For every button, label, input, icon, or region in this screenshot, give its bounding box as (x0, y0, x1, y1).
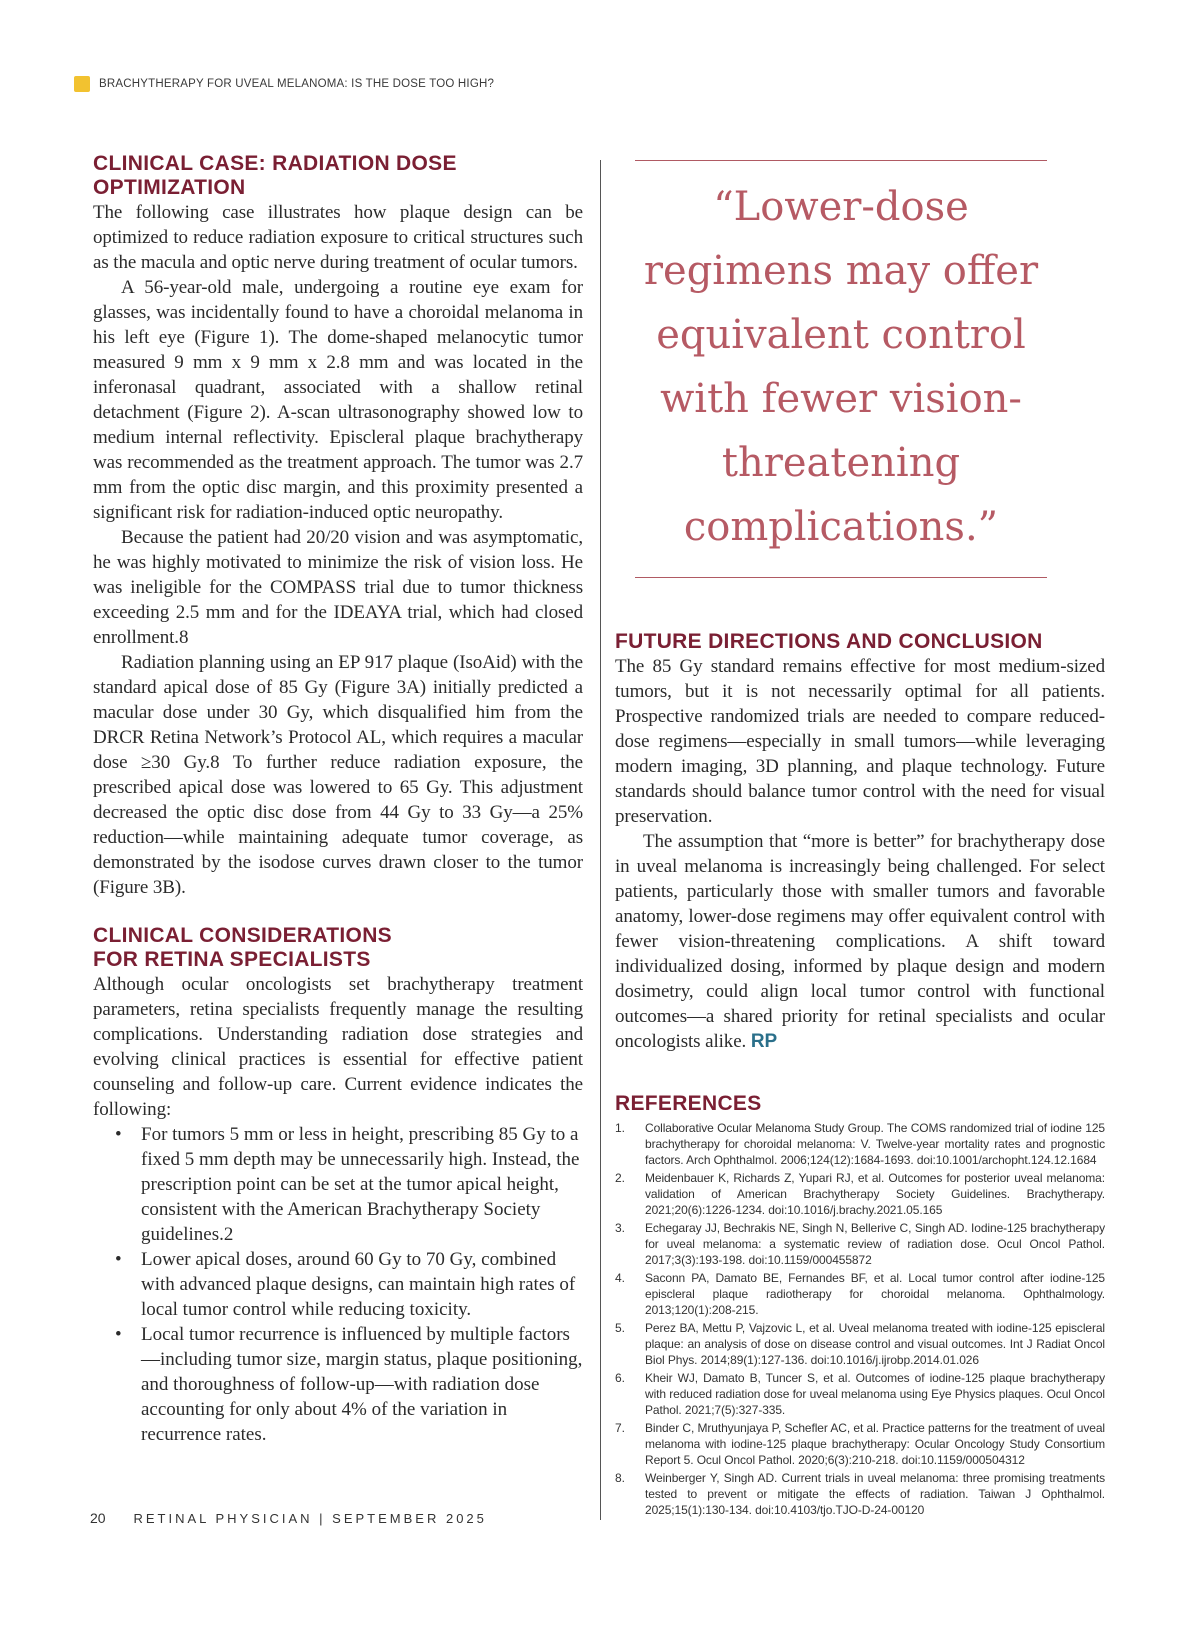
clinical-case-heading: CLINICAL CASE: RADIATION DOSE OPTIMIZATION (93, 152, 457, 199)
reference-text: Binder C, Mruthyunjaya P, Schefler AC, et al. Practice patterns for the treatment of uveal melanoma with iodine-125 plaque brachytherapy: Ocular Oncology Study Consortium Report 5. Ocul Oncol Pathol. 2020;6(3):210-218. doi:10.1159/000504312 (645, 1421, 1105, 1467)
reference-item: 2. Meidenbauer K, Richards Z, Yupari RJ, et al. Outcomes for posterior uveal melanoma: validation of American Brachytherapy Society Guidelines. Brachytherapy. 2021;20(6):1226-1234. doi:10.1016/j.brachy.2021.05.165 (615, 1171, 1105, 1217)
pull-quote (635, 160, 1047, 578)
reference-text: Weinberger Y, Singh AD. Current trials in uveal melanoma: three promising treatments tested to prevent or mitigate the effects of radiation. Taiwan J Ophthalmol. 2025;15(1):130-134. doi:10.4103/tjo.TJO-D-24-00120 (645, 1471, 1105, 1517)
section-marker-icon (74, 76, 90, 92)
running-title: BRACHYTHERAPY FOR UVEAL MELANOMA: IS THE DOSE TOO HIGH? (99, 78, 495, 90)
reference-item: 6. Kheir WJ, Damato B, Tuncer S, et al. Outcomes of iodine-125 plaque brachytherapy with reduced radiation dose for uveal melanoma using Eye Physics plaques. Ocul Oncol Pathol. 2021;7(5):327-335. (615, 1371, 1105, 1417)
reference-text: Saconn PA, Damato BE, Fernandes BF, et al. Local tumor control after iodine-125 episcleral plaque radiotherapy for choroidal melanoma. Ophthalmology. 2013;120(1):208-215. (645, 1271, 1105, 1317)
considerations-heading (93, 924, 583, 972)
considerations-heading-line1: CLINICAL CONSIDERATIONS (93, 924, 392, 947)
clinical-case-paragraph: Radiation planning using an EP 917 plaque (IsoAid) with the standard apical dose of 85 Gy (Figure 3A) initially predicted a macular dose under 30 Gy, which disqualified him from the DRCR Retina Network’s Protocol AL, which requires a macular dose ≥30 Gy.8 To further reduce radiation exposure, the prescribed apical dose was lowered to 65 Gy. This adjustment decreased the optic disc dose from 44 Gy to 33 Gy—a 25% reduction—while maintaining adequate tumor coverage, as demonstrated by the isodose curves drawn closer to the tumor (Figure 3B). (93, 652, 583, 898)
running-header (74, 76, 494, 92)
reference-item: 8. Weinberger Y, Singh AD. Current trials in uveal melanoma: three promising treatments tested to prevent or mitigate the effects of radiation. Taiwan J Ophthalmol. 2025;15(1):130-134. doi:10.4103/tjo.TJO-D-24-00120 (615, 1471, 1105, 1517)
column-divider (600, 160, 601, 1520)
list-item (93, 1322, 583, 1447)
reference-item: 4. Saconn PA, Damato BE, Fernandes BF, et al. Local tumor control after iodine-125 episcleral plaque radiotherapy for choroidal melanoma. Ophthalmology. 2013;120(1):208-215. (615, 1271, 1105, 1317)
reference-text: Meidenbauer K, Richards Z, Yupari RJ, et al. Outcomes for posterior uveal melanoma: validation of American Brachytherapy Society Guidelines. Brachytherapy. 2021;20(6):1226-1234. doi:10.1016/j.brachy.2021.05.165 (645, 1171, 1105, 1217)
list-item (93, 1247, 583, 1322)
bullet-icon: • (115, 1124, 122, 1145)
clinical-case-paragraph: The following case illustrates how plaque design can be optimized to reduce radiation exposure to critical structures such as the macula and optic nerve during treatment of ocular tumors. (93, 202, 583, 273)
future-heading: FUTURE DIRECTIONS AND CONCLUSION (615, 630, 1043, 653)
references-heading: REFERENCES (615, 1092, 762, 1115)
right-column (615, 160, 1105, 1518)
considerations-heading-line2: FOR RETINA SPECIALISTS (93, 948, 371, 971)
bullet-text: For tumors 5 mm or less in height, prescribing 85 Gy to a fixed 5 mm depth may be unnecessarily high. Instead, the prescription point can be set at the tumor apical height, consistent with the American Brachytherapy Society guidelines.2 (141, 1124, 580, 1245)
references-list (615, 1120, 1105, 1518)
reference-text: Kheir WJ, Damato B, Tuncer S, et al. Outcomes of iodine-125 plaque brachytherapy with reduced radiation dose for uveal melanoma using Eye Physics plaques. Ocul Oncol Pathol. 2021;7(5):327-335. (645, 1371, 1105, 1417)
bullet-icon: • (115, 1249, 122, 1270)
publication-line: RETINAL PHYSICIAN | SEPTEMBER 2025 (133, 1511, 487, 1526)
future-paragraph: The 85 Gy standard remains effective for most medium-sized tumors, but it is not necessarily optimal for all patients. Prospective randomized trials are needed to compare reduced-dose regimens—especially in small tumors—while leveraging modern imaging, 3D planning, and plaque technology. Future standards should balance tumor control with the need for visual preservation. (615, 656, 1105, 827)
bullet-text: Local tumor recurrence is influenced by multiple factors—including tumor size, margin status, plaque positioning, and thoroughness of follow-up—with radiation dose accounting for only about 4% of the variation in recurrence rates. (141, 1324, 583, 1445)
clinical-case-paragraph: A 56-year-old male, undergoing a routine eye exam for glasses, was incidentally found to have a choroidal melanoma in his left eye (Figure 1). The dome-shaped melanocytic tumor measured 9 mm x 9 mm x 2.8 mm and was located in the inferonasal quadrant, associated with a shallow retinal detachment (Figure 2). A-scan ultrasonography showed low to medium internal reflectivity. Episcleral plaque brachytherapy was recommended as the treatment approach. The tumor was 2.7 mm from the optic disc margin, and this proximity presented a significant risk for radiation-induced optic neuropathy. (93, 277, 583, 523)
reference-item: 7. Binder C, Mruthyunjaya P, Schefler AC, et al. Practice patterns for the treatment of uveal melanoma with iodine-125 plaque brachytherapy: Ocular Oncology Study Consortium Report 5. Ocul Oncol Pathol. 2020;6(3):210-218. doi:10.1159/000504312 (615, 1421, 1105, 1467)
future-paragraph (615, 829, 1105, 1054)
reference-text: Perez BA, Mettu P, Vajzovic L, et al. Uveal melanoma treated with iodine-125 episcleral plaque: an analysis of dose on disease control and visual outcomes. Int J Radiat Oncol Biol Phys. 2014;89(1):127-136. doi:10.1016/j.ijrobp.2014.01.026 (645, 1321, 1105, 1367)
reference-item: 1. Collaborative Ocular Melanoma Study Group. The COMS randomized trial of iodine 125 brachytherapy for choroidal melanoma: V. Twelve-year mortality rates and prognostic factors. Arch Ophthalmol. 2006;124(12):1684-1693. doi:10.1001/archopht.124.12.1684 (615, 1121, 1105, 1167)
list-item (93, 1122, 583, 1247)
page-number: 20 (90, 1510, 106, 1526)
considerations-bullet-list (93, 1122, 583, 1447)
page-footer (90, 1510, 487, 1526)
reference-text: Echegaray JJ, Bechrakis NE, Singh N, Bellerive C, Singh AD. Iodine-125 brachytherapy for uveal melanoma: a systematic review of radiation dose. Ocul Oncol Pathol. 2017;3(3):193-198. doi:10.1159/000455872 (645, 1221, 1105, 1267)
reference-item: 3. Echegaray JJ, Bechrakis NE, Singh N, Bellerive C, Singh AD. Iodine-125 brachytherapy for uveal melanoma: a systematic review of radiation dose. Ocul Oncol Pathol. 2017;3(3):193-198. doi:10.1159/000455872 (615, 1221, 1105, 1267)
pull-quote-text: “Lower-dose regimens may offer equivalent control with fewer vision-threatening complications.” (643, 184, 1039, 550)
considerations-paragraph: Although ocular oncologists set brachytherapy treatment parameters, retina specialists frequently manage the resulting complications. Understanding radiation dose strategies and evolving clinical practices is essential for effective patient counseling and follow-up care. Current evidence indicates the following: (93, 974, 583, 1120)
clinical-case-paragraph: Because the patient had 20/20 vision and was asymptomatic, he was highly motivated to minimize the risk of vision loss. He was ineligible for the COMPASS trial due to tumor thickness exceeding 2.5 mm and for the IDEAYA trial, which had closed enrollment.8 (93, 527, 583, 648)
reference-item: 5. Perez BA, Mettu P, Vajzovic L, et al. Uveal melanoma treated with iodine-125 episcleral plaque: an analysis of dose on disease control and visual outcomes. Int J Radiat Oncol Biol Phys. 2014;89(1):127-136. doi:10.1016/j.ijrobp.2014.01.026 (615, 1321, 1105, 1367)
left-column (93, 152, 583, 1447)
bullet-icon: • (115, 1324, 122, 1345)
end-mark: RP (750, 1031, 778, 1052)
reference-text: Collaborative Ocular Melanoma Study Group. The COMS randomized trial of iodine 125 brachytherapy for choroidal melanoma: V. Twelve-year mortality rates and prognostic factors. Arch Ophthalmol. 2006;124(12):1684-1693. doi:10.1001/archopht.124.12.1684 (645, 1121, 1105, 1167)
future-paragraph-text: The assumption that “more is better” for brachytherapy dose in uveal melanoma is increasingly being challenged. For select patients, particularly those with smaller tumors and favorable anatomy, lower-dose regimens may offer equivalent control with fewer vision-threatening complications. A shift toward individualized dosing, informed by plaque design and modern dosimetry, could align local tumor control with functional outcomes—a shared priority for retinal specialists and ocular oncologists alike. (615, 831, 1105, 1052)
bullet-text: Lower apical doses, around 60 Gy to 70 Gy, combined with advanced plaque designs, can maintain high rates of local tumor control while reducing toxicity. (141, 1249, 576, 1320)
